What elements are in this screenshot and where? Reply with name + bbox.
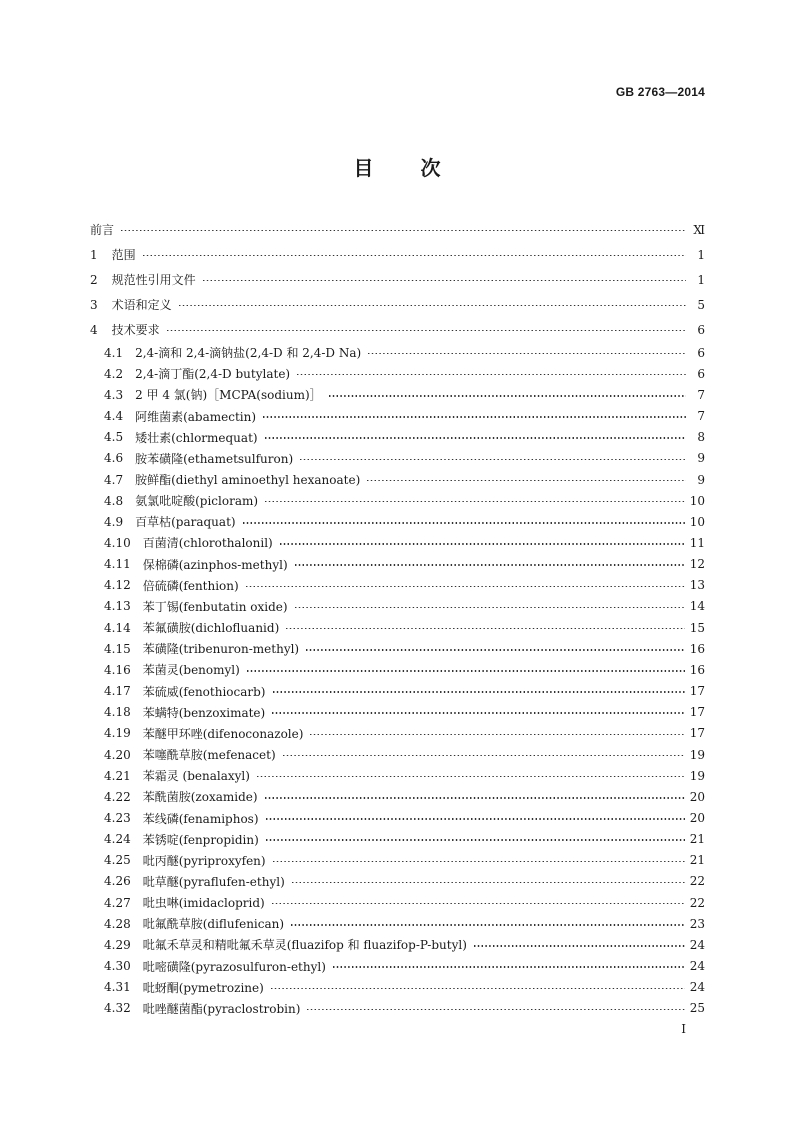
toc-entry-page: 14 [689,599,705,614]
dot-leader [272,712,685,714]
toc-entry-page: 10 [689,493,705,508]
toc-subentry [90,363,705,384]
toc-entry-page: 24 [689,959,705,974]
toc-subentry [90,807,705,828]
toc-entry-title: 苯噻酰草胺(mefenacet) [142,748,276,763]
dot-leader [257,776,685,778]
toc-entry-number: 4.25 [104,853,131,868]
toc-subentry [90,659,705,680]
toc-subentry [90,850,705,871]
toc-entry-number: 2 [90,272,98,287]
toc-entry-number: 4.14 [104,620,131,635]
toc-entry-title: 苯硫威(fenothiocarb) [142,684,266,699]
toc-entry-page: 9 [697,472,705,487]
toc-entry [90,292,705,317]
toc-entry-page: 21 [689,832,705,847]
toc-entry-number: 4.20 [104,747,131,762]
toc-entry-page: 15 [689,620,705,635]
toc-entry-number: 4.22 [104,789,131,804]
toc-entry-page: Ⅺ [693,222,705,237]
toc-entry-page: 19 [689,768,705,783]
toc-entry-page: 21 [689,853,705,868]
toc-subentry [90,956,705,977]
dot-leader [272,903,685,905]
toc-entry-title: 胺鲜酯(diethyl aminoethyl hexanoate) [135,473,361,488]
toc-entry-number: 4.29 [104,937,131,952]
dot-leader [310,734,684,736]
toc-entry-title: 2,4-滴丁酯(2,4-D butylate) [135,367,291,382]
toc-entry-title: 氨氯吡啶酸(picloram) [135,494,259,509]
dot-leader [273,691,685,693]
toc-entry-page: 24 [689,980,705,995]
toc-subentry [90,765,705,786]
toc-entry-number: 4.23 [104,811,131,826]
toc-entry-number: 4.5 [104,430,124,445]
toc-entry-page: 6 [697,322,705,337]
toc-entry-title: 术语和定义 [111,298,172,312]
toc-entry-title: 阿维菌素(abamectin) [135,409,257,424]
toc-subentry [90,596,705,617]
toc-entry-page: 17 [689,705,705,720]
toc-subentry [90,681,705,702]
dot-leader [286,628,684,630]
toc-subentry [90,511,705,532]
dot-leader [243,522,685,524]
toc-subentry [90,638,705,659]
toc-entry-number: 4.32 [104,1001,131,1016]
toc-entry-number: 4.11 [104,557,131,572]
toc-entry-page: 25 [689,1001,705,1016]
toc-entry-number: 4.10 [104,535,131,550]
dot-leader [283,755,685,757]
toc-entry [90,317,705,342]
toc-entry-number: 4.6 [104,451,124,466]
dot-leader [307,1009,684,1011]
dot-leader [246,586,685,588]
toc-entry-title: 2,4-滴和 2,4-滴钠盐(2,4-D 和 2,4-D Na) [135,346,362,361]
toc-entry-page: 22 [689,895,705,910]
dot-leader [295,607,685,609]
toc-entry-page: 16 [689,662,705,677]
toc-entry-page: 20 [689,811,705,826]
toc-entry-title: 保棉磷(azinphos-methyl) [142,557,288,572]
toc-entry-number: 4.21 [104,768,131,783]
toc-subentry [90,384,705,405]
toc-entry-number: 4.2 [104,366,124,381]
toc-entry-number: 4.16 [104,662,131,677]
toc-entry-title: 吡草醚(pyraflufen-ethyl) [142,874,285,889]
dot-leader [247,670,685,672]
toc-entry-number: 4.9 [104,514,124,529]
toc-entry-page: 11 [689,535,705,550]
toc-entry-page: 22 [689,874,705,889]
toc-entry-title: 苯酰菌胺(zoxamide) [142,790,258,805]
toc-subentry [90,744,705,765]
dot-leader [143,255,686,257]
toc-entry-number: 4.17 [104,684,131,699]
toc-entry-page: 24 [689,937,705,952]
toc-entry-number: 4.1 [104,345,124,360]
toc-entry-title: 苯丁锡(fenbutatin oxide) [142,599,288,614]
toc-entry-page: 6 [697,366,705,381]
toc-entry-title: 吡唑醚菌酯(pyraclostrobin) [142,1001,301,1016]
dot-leader [203,280,686,282]
dot-leader [291,924,685,926]
toc-entry-page: 7 [697,387,705,402]
toc-entry-title: 规范性引用文件 [111,273,196,287]
footer-page-number: I [681,1022,686,1036]
standard-number: GB 2763—2014 [615,85,705,99]
toc-subentry [90,490,705,511]
toc-subentry [90,617,705,638]
toc-heading: 目 次 [353,156,441,180]
dot-leader [265,501,685,503]
toc-subentry [90,998,705,1019]
toc-subentry [90,342,705,363]
toc-entry-page: 10 [689,514,705,529]
toc-subentry [90,469,705,490]
toc-entry-title: 百菌清(chlorothalonil) [142,536,273,551]
toc-entry-number: 4.28 [104,916,131,931]
toc-entry-page: 23 [689,916,705,931]
toc-entry-page: 12 [689,557,705,572]
toc-subentry [90,892,705,913]
toc-subentry [90,913,705,934]
toc-entry-page: 1 [697,247,705,262]
dot-leader [266,818,685,820]
toc-entry-title: 胺苯磺隆(ethametsulfuron) [135,451,294,466]
toc-entry-title: 苯氟磺胺(dichlofluanid) [142,621,280,636]
toc-subentry [90,427,705,448]
toc-entry-title: 倍硫磷(fenthion) [142,578,239,593]
toc-subentry [90,723,705,744]
toc-entry-title: 吡虫啉(imidacloprid) [142,896,265,911]
toc-entry-page: 16 [689,641,705,656]
toc-entry-page: 6 [697,345,705,360]
toc-entry-number: 4.8 [104,493,124,508]
dot-leader [167,330,686,332]
toc-entry-title: 范围 [111,248,136,262]
toc-subentry [90,554,705,575]
toc-entry-page: 8 [697,430,705,445]
toc-entry-page: 13 [689,578,705,593]
toc-entry-page: 9 [697,451,705,466]
dot-leader [474,945,685,947]
dot-leader [297,374,686,376]
toc-entry-page: 17 [689,684,705,699]
dot-leader [179,305,686,307]
toc-entry-title: 苯醚甲环唑(difenoconazole) [142,726,304,741]
toc-subentry [90,786,705,807]
toc-entry-page: 7 [697,409,705,424]
toc-entry-page: 20 [689,789,705,804]
dot-leader [368,353,686,355]
dot-leader [265,797,685,799]
dot-leader [265,437,686,439]
toc-entry-number: 4.27 [104,895,131,910]
toc-subentry [90,702,705,723]
dot-leader [273,861,685,863]
toc-entry-title: 吡嘧磺隆(pyrazosulfuron-ethyl) [142,959,326,974]
toc-entry-title: 吡丙醚(pyriproxyfen) [142,853,266,868]
dot-leader [263,416,686,418]
toc-entry-number: 4 [90,322,98,337]
toc-entry-number: 4.13 [104,599,131,614]
toc-subentry [90,934,705,955]
toc-subentry [90,977,705,998]
toc-entry-page: 1 [697,272,705,287]
dot-leader [121,230,686,232]
toc-entry-title: 2 甲 4 氯(钠)［MCPA(sodium)］ [135,388,322,403]
toc-entry [90,267,705,292]
toc-entry-page: 5 [697,297,705,312]
dot-leader [367,480,686,482]
toc-entry-title: 前言 [90,223,115,237]
toc-entry-number: 3 [90,297,98,312]
toc-entry-title: 百草枯(paraquat) [135,515,236,530]
dot-leader [271,988,685,990]
dot-leader [295,564,685,566]
toc-subentry [90,532,705,553]
toc-entry-number: 4.15 [104,641,131,656]
toc-subentry [90,405,705,426]
toc-entry-title: 苯磺隆(tribenuron-methyl) [142,642,300,657]
toc-entry-number: 4.7 [104,472,124,487]
toc-entry-number: 4.26 [104,874,131,889]
toc-entry-title: 苯菌灵(benomyl) [142,663,240,678]
toc-entry-title: 吡蚜酮(pymetrozine) [142,980,264,995]
toc-subentry [90,871,705,892]
toc-subentry [90,448,705,469]
dot-leader [280,543,685,545]
dot-leader [266,839,685,841]
dot-leader [292,882,685,884]
toc-entry-page: 19 [689,747,705,762]
toc-entry [90,217,705,242]
toc-entry-number: 4.3 [104,387,124,402]
toc-entry [90,242,705,267]
toc-entry-title: 苯螨特(benzoximate) [142,705,266,720]
toc-entry-title: 吡氟酰草胺(diflufenican) [142,917,285,932]
toc-entry-number: 4.30 [104,959,131,974]
toc-entry-title: 技术要求 [111,323,160,337]
toc-entry-page: 17 [689,726,705,741]
toc-entry-number: 4.24 [104,832,131,847]
toc-entry-number: 4.4 [104,409,124,424]
toc-entry-title: 苯霜灵 (benalaxyl) [142,769,250,784]
toc-entry-title: 苯锈啶(fenpropidin) [142,832,259,847]
toc-entry-number: 4.12 [104,578,131,593]
toc-entry-title: 苯线磷(fenamiphos) [142,811,259,826]
toc-entry-number: 4.19 [104,726,131,741]
toc-subentry [90,575,705,596]
toc-entry-title: 矮壮素(chlormequat) [135,430,258,445]
toc-entry-number: 4.18 [104,705,131,720]
toc-entry-title: 吡氟禾草灵和精吡氟禾草灵(fluazifop 和 fluazifop-P-butyl) [142,938,467,953]
table-of-contents [90,217,705,1019]
toc-entry-number: 4.31 [104,980,131,995]
toc-entry-number: 1 [90,247,98,262]
dot-leader [306,649,685,651]
dot-leader [333,966,685,968]
dot-leader [329,395,686,397]
dot-leader [300,459,686,461]
toc-subentry [90,829,705,850]
